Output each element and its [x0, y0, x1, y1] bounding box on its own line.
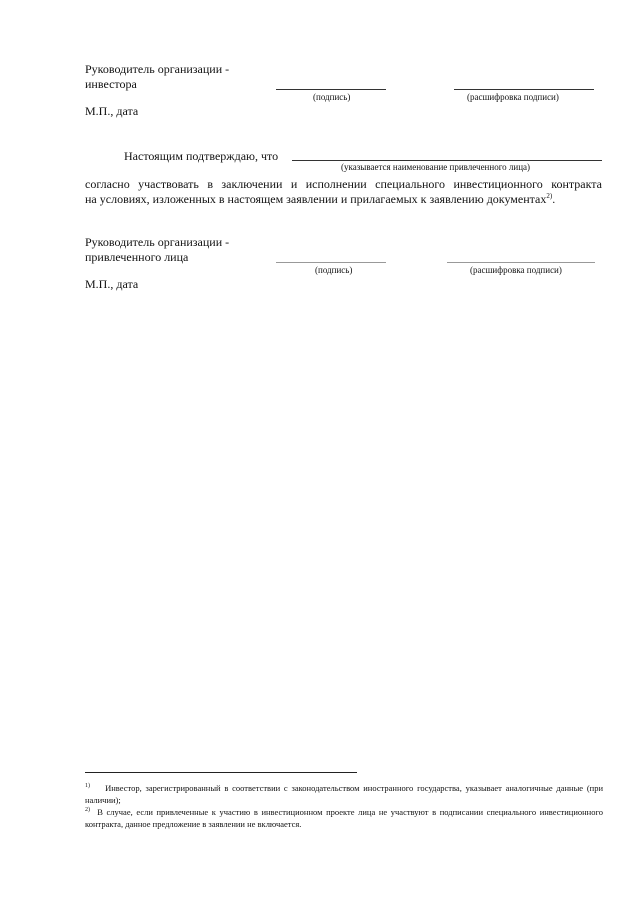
- footnote-1-text: Инвестор, зарегистрированный в соответствии с законодательством иностранного государства, указывает аналогичные данные (при наличии);: [85, 783, 604, 805]
- footnote-separator: [85, 772, 357, 773]
- attracted-signature-line[interactable]: [276, 262, 386, 263]
- confirmation-line2: [85, 192, 555, 207]
- footnote-1-marker: 1): [85, 783, 90, 789]
- investor-role-line2: инвестора: [85, 77, 137, 91]
- attracted-decoding-line[interactable]: [447, 262, 595, 263]
- investor-signature-caption: (подпись): [313, 92, 351, 102]
- confirmation-line2-end: .: [552, 192, 556, 206]
- footnote-2: [85, 806, 603, 830]
- investor-signature-line[interactable]: [276, 89, 386, 90]
- investor-stamp-date: М.П., дата: [85, 104, 139, 118]
- confirmation-line2-text: на условиях, изложенных в настоящем заявлении и прилагаемых к заявлению документах: [85, 192, 547, 206]
- investor-decoding-caption: (расшифровка подписи): [467, 92, 559, 102]
- confirmation-lead: Настоящим подтверждаю, что: [124, 149, 279, 163]
- attracted-party-name-line[interactable]: [292, 160, 602, 161]
- footnote-2-marker: 2): [85, 807, 90, 813]
- footnote-1: [85, 782, 603, 806]
- attracted-party-caption: (указывается наименование привлеченного лица): [341, 162, 531, 172]
- attracted-role-line2: привлеченного лица: [85, 250, 189, 264]
- attracted-role-line1: Руководитель организации -: [85, 235, 230, 249]
- footnote-2-text: В случае, если привлеченные к участию в инвестиционном проекте лица не участвуют в подписании специального инвестиционного контракта, данное предложение в заявлении не включается.: [85, 807, 604, 829]
- attracted-stamp-date: М.П., дата: [85, 277, 139, 291]
- investor-decoding-line[interactable]: [454, 89, 594, 90]
- attracted-signature-caption: (подпись): [315, 265, 353, 275]
- confirmation-line1: согласно участвовать в заключении и исполнении специального инвестиционного контракта: [85, 177, 602, 191]
- attracted-decoding-caption: (расшифровка подписи): [470, 265, 562, 275]
- footnote-ref-2: 2): [546, 192, 553, 200]
- investor-role-line1: Руководитель организации -: [85, 62, 230, 76]
